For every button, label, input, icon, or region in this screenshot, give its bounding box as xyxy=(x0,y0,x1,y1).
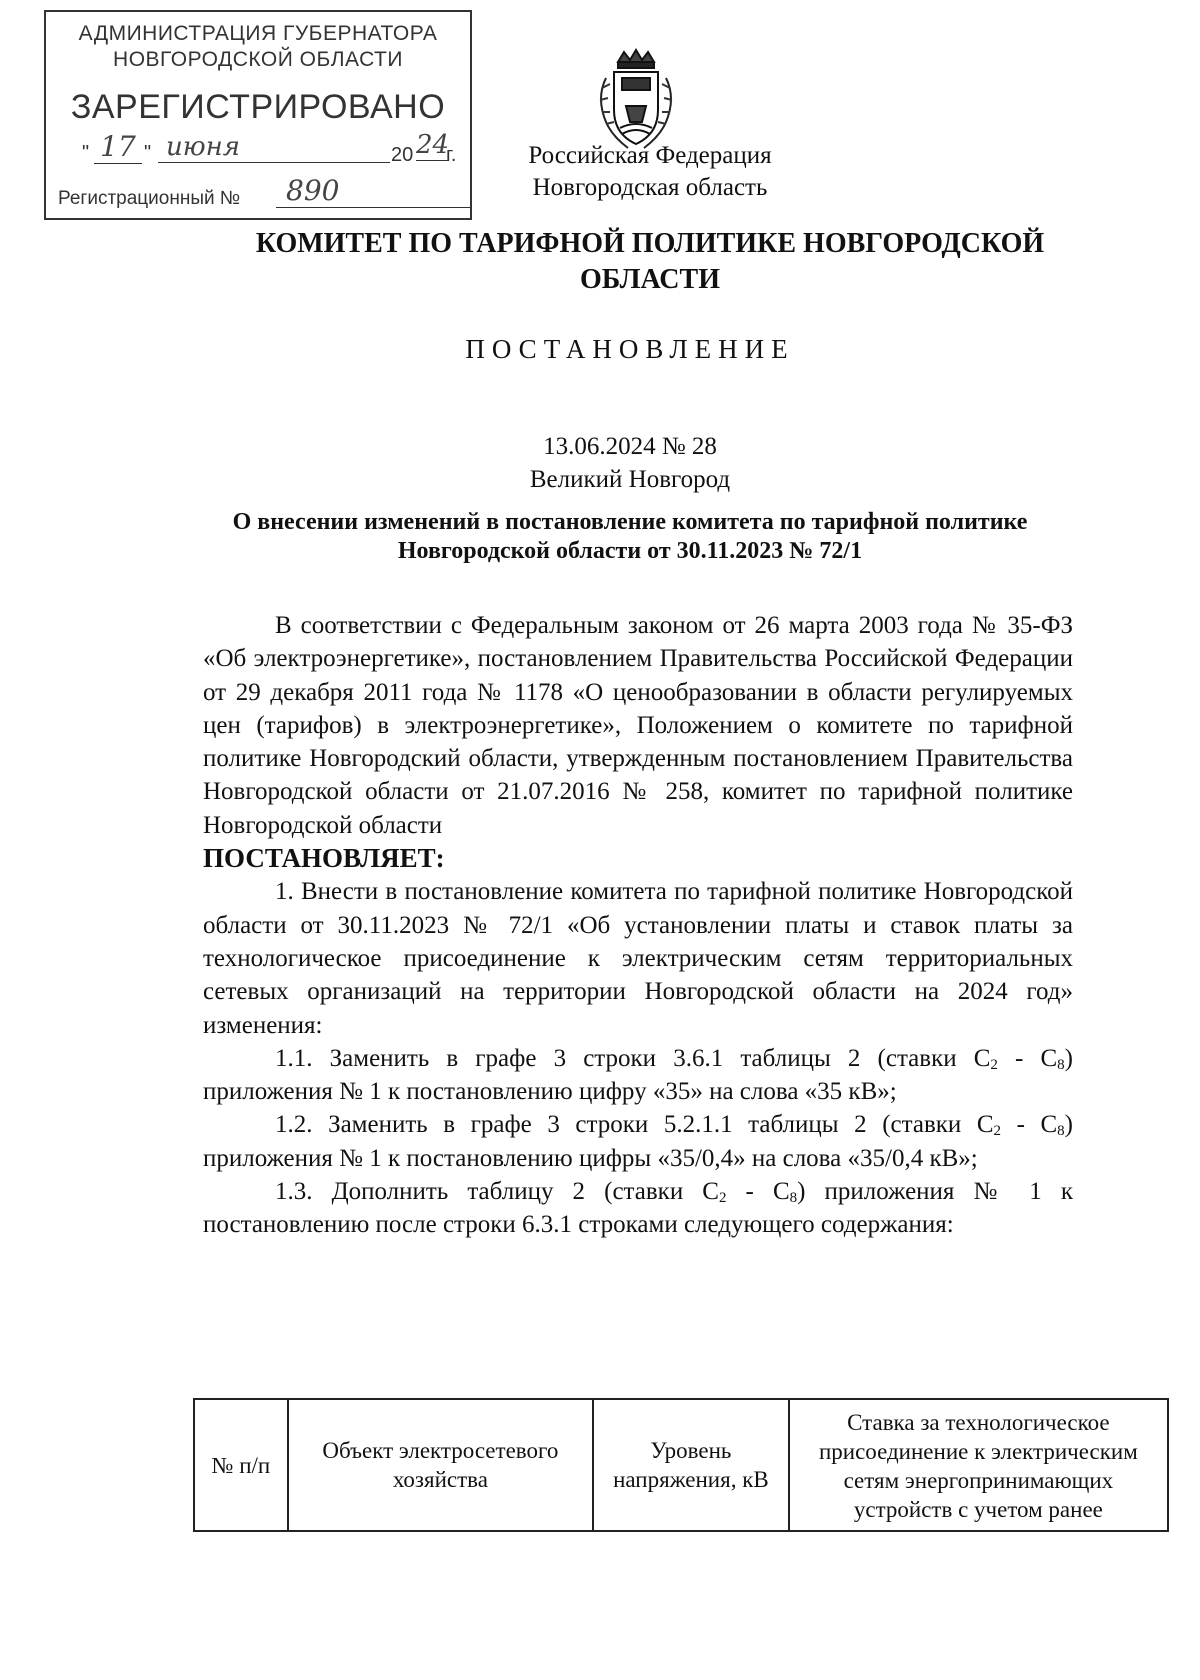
item-1-3-part-b: - С xyxy=(726,1178,790,1206)
header-cell-voltage: Уровень напряжения, кВ xyxy=(593,1399,789,1531)
item-1-1-part-a: 1.1. Заменить в графе 3 строки 3.6.1 таблицы 2 (ставки С xyxy=(275,1044,991,1072)
document-date-number: 13.06.2024 № 28 xyxy=(543,433,717,460)
stamp-date-row xyxy=(82,132,462,172)
stamp-line-2: НОВГОРОДСКОЙ ОБЛАСТИ xyxy=(113,48,403,71)
stamp-quote-close: " xyxy=(144,142,152,164)
preamble-paragraph: В соответствии с Федеральным законом от 26 марта 2003 года № 35-ФЗ «Об электроэнергетике», постановлением Правительства Российской Федерации от 29 декабря 2011 года № 1178 «О ценообразовании в области регулируемых цен (тарифов) в электроэнергетике», Положением о комитете по тарифной политике Новгородский области, утвержденным постановлением Правительства Новгородской области от 21.07.2016 № 258, комитет по тарифной политике Новгородской области xyxy=(203,612,1073,839)
registration-stamp xyxy=(44,10,472,220)
committee-name: КОМИТЕТ ПО ТАРИФНОЙ ПОЛИТИКЕ НОВГОРОДСКОЙ ОБЛАСТИ xyxy=(255,228,1045,295)
stamp-month: июня xyxy=(158,132,390,163)
subscript-8: 8 xyxy=(789,1190,798,1207)
rates-table xyxy=(193,1398,1169,1532)
subscript-8: 8 xyxy=(1057,1056,1065,1073)
item-1-3 xyxy=(203,1175,1073,1242)
item-1-1 xyxy=(203,1042,1073,1109)
stamp-reg-number: 890 xyxy=(276,174,472,208)
stamp-line-1: АДМИНИСТРАЦИЯ ГУБЕРНАТОРА xyxy=(78,22,438,45)
document-meta xyxy=(440,430,820,496)
stamp-year-prefix: 20 xyxy=(391,144,414,166)
item-1-2-part-b: - С xyxy=(1001,1111,1058,1139)
stamp-reg-label: Регистрационный № xyxy=(58,188,241,209)
country-block xyxy=(500,140,800,204)
document-type: ПОСТАНОВЛЕНИЕ xyxy=(465,334,795,364)
document-title: О внесении изменений в постановление комитета по тарифной политике Новгородской области от 30.11.2023 № 72/1 xyxy=(232,509,1028,564)
document-city: Великий Новгород xyxy=(529,466,731,493)
subscript-2: 2 xyxy=(718,1190,727,1207)
country-name: Российская Федерация xyxy=(528,142,772,169)
stamp-quote-open: " xyxy=(82,142,90,164)
header-cell-number: № п/п xyxy=(194,1399,288,1531)
item-1-3-part-c: ) приложения № 1 к постановлению после строки 6.3.1 строками следующего содержания: xyxy=(203,1178,1073,1239)
stamp-year-suffix: 24 xyxy=(416,130,450,160)
item-1-3-part-a: 1.3. Дополнить таблицу 2 (ставки С xyxy=(275,1178,719,1206)
item-1-1-part-b: - С xyxy=(997,1044,1058,1072)
table-header-row xyxy=(194,1399,1168,1531)
document-body xyxy=(203,609,1073,1242)
decree-heading: ПОСТАНОВЛЯЕТ: xyxy=(203,843,445,874)
region-name: Новгородская область xyxy=(532,174,768,201)
item-1-2-part-c: ) приложения № 1 к постановлению цифры «35/0,4» на слова «35/0,4 кВ»; xyxy=(203,1111,1073,1172)
stamp-status: ЗАРЕГИСТРИРОВАНО xyxy=(70,88,446,126)
item-1-2-part-a: 1.2. Заменить в графе 3 строки 5.2.1.1 таблицы 2 (ставки С xyxy=(275,1111,994,1139)
subscript-2: 2 xyxy=(990,1056,998,1073)
header-cell-object: Объект электросетевого хозяйства xyxy=(288,1399,593,1531)
subscript-2: 2 xyxy=(993,1123,1002,1140)
header-cell-rate: Ставка за технологическое присоединение к электрическим сетям энергопринимающих устройств с учетом ранее xyxy=(789,1399,1168,1531)
item-1-1-part-c: ) приложения № 1 к постановлению цифру «35» на слова «35 кВ»; xyxy=(203,1044,1073,1106)
stamp-year-g: г. xyxy=(446,144,457,166)
item-1: 1. Внести в постановление комитета по тарифной политике Новгородской области от 30.11.2023 № 72/1 «Об установлении платы и ставок платы за технологическое присоединение к электрическим сетям территориальных сетевых организаций на территории Новгородской области на 2024 год» изменения: xyxy=(203,878,1073,1039)
novgorod-coat-of-arms-icon xyxy=(588,48,684,154)
subscript-8: 8 xyxy=(1057,1123,1065,1140)
stamp-day: 17 xyxy=(94,130,142,164)
item-1-2 xyxy=(203,1108,1073,1175)
